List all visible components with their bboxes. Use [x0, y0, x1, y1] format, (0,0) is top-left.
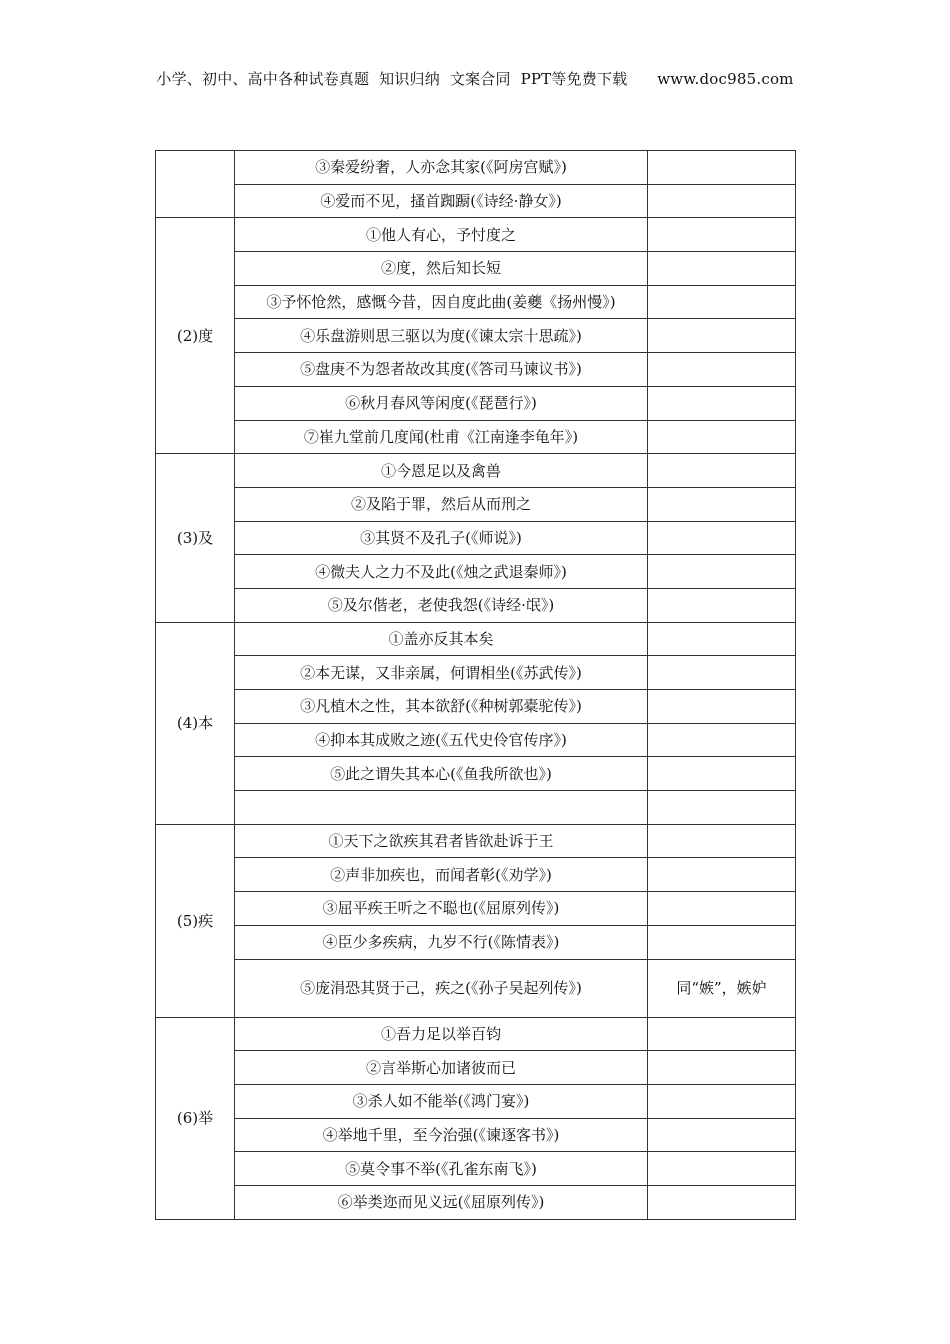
table-row	[156, 757, 796, 791]
sentence-cell: ③予怀怆然，感慨今昔，因自度此曲(姜夔《扬州慢》)	[235, 285, 648, 319]
table-row	[156, 925, 796, 959]
meaning-cell	[648, 1152, 796, 1186]
table-row	[156, 420, 796, 454]
meaning-cell	[648, 1185, 796, 1219]
meaning-cell	[648, 723, 796, 757]
meaning-cell	[648, 622, 796, 656]
sentence-cell: ③杀人如不能举(《鸿门宴》)	[235, 1084, 648, 1118]
word-cell: (5)疾	[156, 824, 235, 1017]
word-cell: (3)及	[156, 454, 235, 622]
meaning-cell	[648, 1017, 796, 1051]
meaning-cell	[648, 959, 796, 1017]
meaning-cell	[648, 588, 796, 622]
sentence-cell: ③凡植木之性，其本欲舒(《种树郭橐驼传》)	[235, 690, 648, 724]
sentence-cell: ④微夫人之力不及此(《烛之武退秦师》)	[235, 555, 648, 589]
table-row	[156, 791, 796, 825]
word-cell: (6)举	[156, 1017, 235, 1219]
meaning-cell	[648, 1118, 796, 1152]
table-row	[156, 555, 796, 589]
meaning-cell	[648, 757, 796, 791]
meaning-cell	[648, 252, 796, 286]
table-row	[156, 252, 796, 286]
sentence-cell: ④乐盘游则思三驱以为度(《谏太宗十思疏》)	[235, 319, 648, 353]
sentence-cell	[235, 791, 648, 825]
table-row	[156, 454, 796, 488]
sentence-cell: ③其贤不及孔子(《师说》)	[235, 521, 648, 555]
sentence-cell: ②及陷于罪，然后从而刑之	[235, 487, 648, 521]
word-cell	[156, 151, 235, 218]
table-row	[156, 1051, 796, 1085]
table-row	[156, 1118, 796, 1152]
table-row	[156, 892, 796, 926]
sentence-cell: ⑤此之谓失其本心(《鱼我所欲也》)	[235, 757, 648, 791]
meaning-cell	[648, 656, 796, 690]
word-cell: (2)度	[156, 218, 235, 454]
meaning-cell	[648, 454, 796, 488]
table-row	[156, 1185, 796, 1219]
sentence-cell: ⑤及尔偕老，老使我怨(《诗经·氓》)	[235, 588, 648, 622]
word-meaning-table	[155, 150, 796, 1220]
table-row	[156, 151, 796, 185]
sentence-cell: ⑤庞涓恐其贤于己，疾之(《孙子吴起列传》)	[235, 959, 648, 1017]
table-row	[156, 858, 796, 892]
meaning-text: 同“嫉”，嫉妒	[676, 979, 767, 997]
sentence-cell: ②度，然后知长短	[235, 252, 648, 286]
meaning-cell	[648, 521, 796, 555]
table-row	[156, 353, 796, 387]
meaning-cell	[648, 420, 796, 454]
meaning-cell	[648, 925, 796, 959]
table-row	[156, 588, 796, 622]
meaning-cell	[648, 151, 796, 185]
table-row	[156, 656, 796, 690]
meaning-cell	[648, 218, 796, 252]
sentence-cell: ①他人有心，予忖度之	[235, 218, 648, 252]
table-row	[156, 386, 796, 420]
table-row	[156, 218, 796, 252]
table-row	[156, 521, 796, 555]
table-row	[156, 723, 796, 757]
table-row	[156, 184, 796, 218]
meaning-cell	[648, 386, 796, 420]
table-row	[156, 1152, 796, 1186]
sentence-cell: ③屈平疾王听之不聪也(《屈原列传》)	[235, 892, 648, 926]
page-header: 小学、初中、高中各种试卷真题 知识归纳 文案合同 PPT等免费下载 www.doc985.com	[156, 70, 794, 88]
meaning-cell	[648, 487, 796, 521]
sentence-cell: ⑥举类迩而见义远(《屈原列传》)	[235, 1185, 648, 1219]
sentence-cell: ①盖亦反其本矣	[235, 622, 648, 656]
table-row	[156, 487, 796, 521]
sentence-cell: ②声非加疾也，而闻者彰(《劝学》)	[235, 858, 648, 892]
meaning-cell	[648, 353, 796, 387]
meaning-cell	[648, 319, 796, 353]
word-cell: (4)本	[156, 622, 235, 824]
sentence-cell: ⑦崔九堂前几度闻(杜甫《江南逢李龟年》)	[235, 420, 648, 454]
table-row	[156, 959, 796, 1017]
meaning-cell	[648, 858, 796, 892]
meaning-cell	[648, 1084, 796, 1118]
meaning-cell	[648, 555, 796, 589]
sentence-cell: ④举地千里，至今治强(《谏逐客书》)	[235, 1118, 648, 1152]
meaning-cell	[648, 1051, 796, 1085]
table-row	[156, 285, 796, 319]
meaning-cell	[648, 824, 796, 858]
meaning-cell	[648, 285, 796, 319]
sentence-cell: ⑤盘庚不为怨者故改其度(《答司马谏议书》)	[235, 353, 648, 387]
table-row	[156, 1017, 796, 1051]
meaning-cell	[648, 892, 796, 926]
sentence-cell: ①天下之欲疾其君者皆欲赴诉于王	[235, 824, 648, 858]
table-row	[156, 622, 796, 656]
meaning-cell	[648, 791, 796, 825]
sentence-cell: ⑥秋月春风等闲度(《琵琶行》)	[235, 386, 648, 420]
sentence-cell: ④抑本其成败之迹(《五代史伶官传序》)	[235, 723, 648, 757]
table-row	[156, 824, 796, 858]
sentence-cell: ⑤莫令事不举(《孔雀东南飞》)	[235, 1152, 648, 1186]
sentence-cell: ③秦爱纷奢，人亦念其家(《阿房宫赋》)	[235, 151, 648, 185]
sentence-cell: ④爱而不见，搔首踟蹰(《诗经·静女》)	[235, 184, 648, 218]
meaning-cell	[648, 690, 796, 724]
sentence-cell: ④臣少多疾病，九岁不行(《陈情表》)	[235, 925, 648, 959]
sentence-cell: ②言举斯心加诸彼而已	[235, 1051, 648, 1085]
meaning-cell	[648, 184, 796, 218]
sentence-cell: ①今恩足以及禽兽	[235, 454, 648, 488]
table-row	[156, 1084, 796, 1118]
sentence-cell: ①吾力足以举百钧	[235, 1017, 648, 1051]
table-row	[156, 319, 796, 353]
sentence-cell: ②本无谋，又非亲属，何谓相坐(《苏武传》)	[235, 656, 648, 690]
table-row	[156, 690, 796, 724]
